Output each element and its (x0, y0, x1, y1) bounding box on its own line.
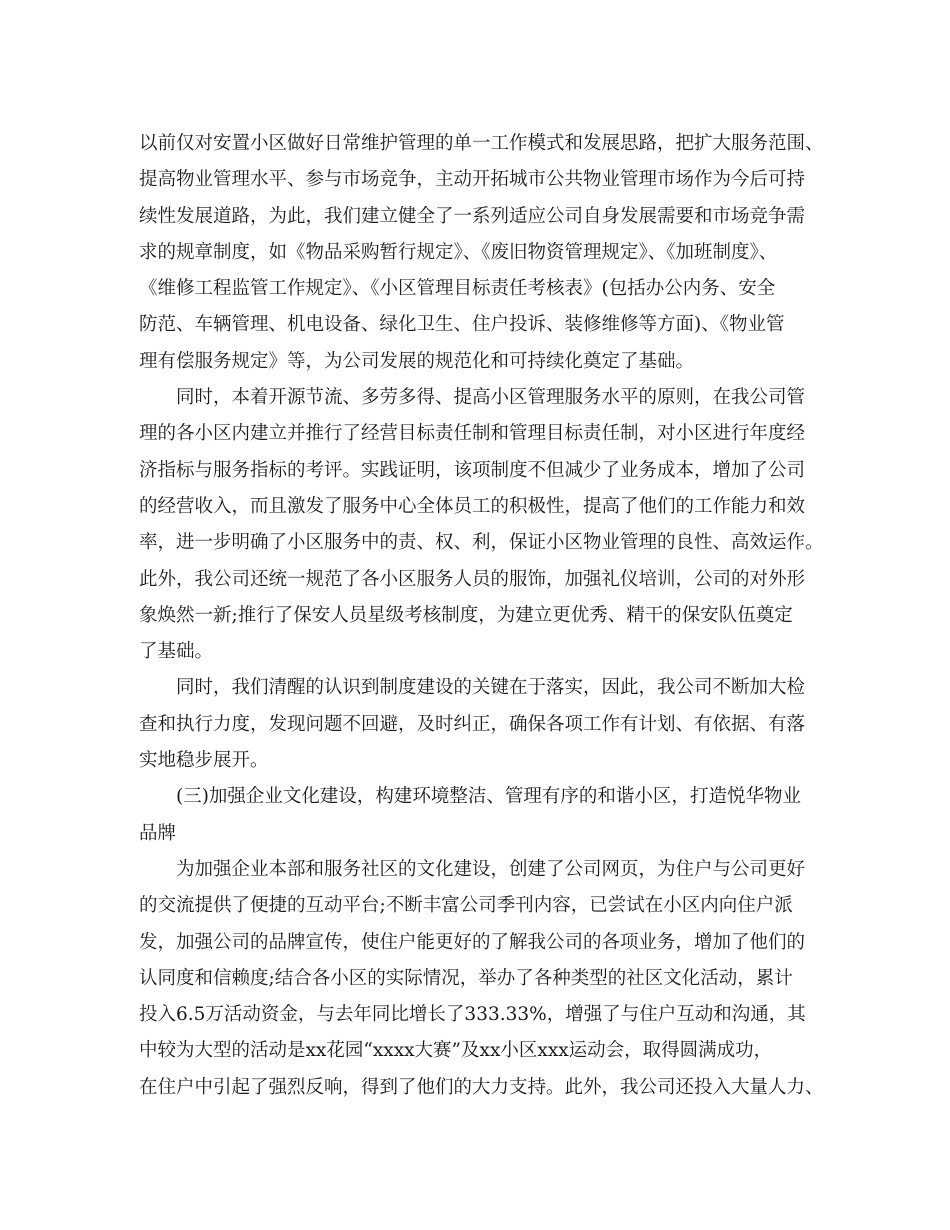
text-line: 的交流提供了便捷的互动平台;不断丰富公司季刊内容，已尝试在小区内向住户派 (139, 895, 793, 917)
text-line: 了基础。 (139, 641, 214, 663)
text-line: 认同度和信赖度;结合各小区的实际情况，举办了各种类型的社区文化活动，累计 (139, 967, 793, 989)
text-line: 为加强企业本部和服务社区的文化建设，创建了公司网页，为住户与公司更好 (176, 858, 806, 880)
text-line: 济指标与服务指标的考评。实践证明，该项制度不但减少了业务成本，增加了公司 (139, 459, 806, 481)
text-line: 实地稳步展开。 (139, 750, 269, 772)
text-line: 提高物业管理水平、参与市场竞争，主动开拓城市公共物业管理市场作为今后可持 (139, 169, 806, 191)
text-line: 续性发展道路，为此，我们建立健全了一系列适应公司自身发展需要和市场竞争需 (139, 205, 806, 227)
text-line: 理有偿服务规定》等，为公司发展的规范化和可持续化奠定了基础。 (139, 350, 695, 372)
text-line: 此外，我公司还统一规范了各小区服务人员的服饰，加强礼仪培训，公司的对外形 (139, 568, 806, 590)
text-line: (三)加强企业文化建设，构建环境整洁、管理有序的和谐小区，打造悦华物业 (176, 786, 801, 808)
text-line: 象焕然一新;推行了保安人员星级考核制度，为建立更优秀、精干的保安队伍奠定 (139, 604, 793, 626)
text-line: 查和执行力度，发现问题不回避，及时纠正，确保各项工作有计划、有依据、有落 (139, 713, 806, 735)
document-body (139, 126, 829, 1106)
text-line: 品牌 (139, 822, 177, 844)
text-line: 《维修工程监管工作规定》、《小区管理目标责任考核表》(包括办公内务、安全 (139, 278, 776, 300)
text-line: 发，加强公司的品牌宣传，使住户能更好的了解我公司的各项业务，增加了他们的 (139, 931, 806, 953)
text-line: 的经营收入，而且激发了服务中心全体员工的积极性，提高了他们的工作能力和效 (139, 495, 806, 517)
text-line: 防范、车辆管理、机电设备、绿化卫生、住户投诉、装修维修等方面)、《物业管 (139, 314, 785, 336)
text-line: 以前仅对安置小区做好日常维护管理的单一工作模式和发展思路，把扩大服务范围、 (139, 133, 824, 154)
text-line: 投入6.5万活动资金，与去年同比增长了333.33%，增强了与住户互动和沟通，其 (139, 1004, 806, 1026)
text-line: 中较为大型的活动是xx花园“xxxx大赛”及xx小区xxx运动会，取得圆满成功， (139, 1040, 773, 1062)
text-line: 同时，我们清醒的认识到制度建设的关键在于落实，因此，我公司不断加大检 (176, 677, 806, 699)
text-line: 求的规章制度，如《物品采购暂行规定》、《废旧物资管理规定》、《加班制度》、 (139, 241, 778, 263)
text-line: 在住户中引起了强烈反响，得到了他们的大力支持。此外，我公司还投入大量人力、 (139, 1076, 824, 1098)
text-line: 率，进一步明确了小区服务中的责、权、利，保证小区物业管理的良性、高效运作。 (139, 532, 824, 554)
text-line: 理的各小区内建立并推行了经营目标责任制和管理目标责任制，对小区进行年度经 (139, 423, 806, 445)
text-line: 同时，本着开源节流、多劳多得、提高小区管理服务水平的原则，在我公司管 (176, 387, 806, 409)
